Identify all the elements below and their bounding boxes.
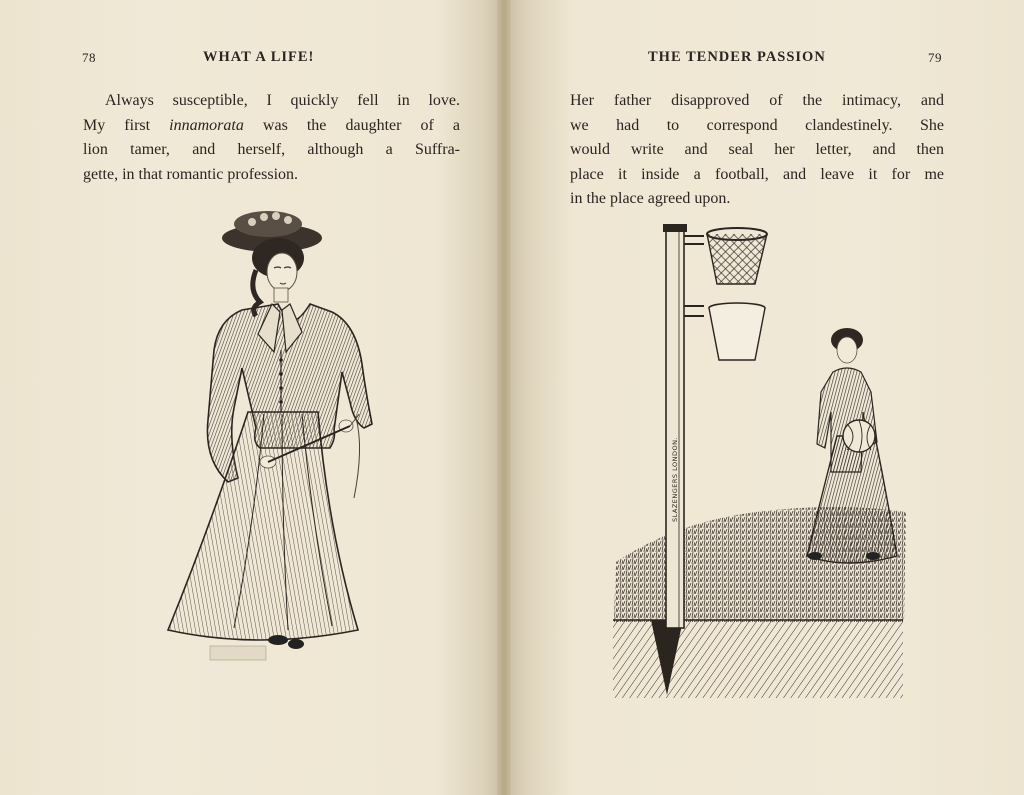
post-label: SLAZENGERS LONDON.	[671, 436, 679, 522]
text-line: Always susceptible, I quickly fell in love.	[105, 92, 460, 109]
page-number: 79	[928, 50, 942, 65]
page-number: 78	[82, 50, 96, 65]
running-head: THE TENDER PASSION	[648, 49, 826, 65]
text-line: would write and seal her letter, and then	[570, 141, 944, 159]
right-page	[511, 0, 1024, 795]
book-gutter	[497, 0, 511, 795]
text-line: My first innamorata was the daughter of a	[83, 116, 461, 134]
body-text	[83, 89, 460, 187]
left-page	[0, 0, 497, 795]
text-line: Her father disapproved of the intimacy, and	[570, 92, 944, 109]
netball-post-illustration	[611, 222, 911, 702]
text-line: lion tamer, and herself, although a Suffra-	[83, 141, 460, 159]
text-line: gette, in that romantic profession.	[83, 165, 299, 183]
text-line: place it inside a football, and leave it for me	[570, 165, 944, 183]
italic-word: innamorata	[169, 116, 244, 134]
text-line: in the place agreed upon.	[570, 190, 731, 208]
body-text	[570, 89, 944, 212]
woman-with-whip-illustration	[160, 200, 380, 680]
running-head: WHAT A LIFE!	[203, 49, 315, 65]
text-line: we had to correspond clandestinely. She	[570, 116, 944, 134]
